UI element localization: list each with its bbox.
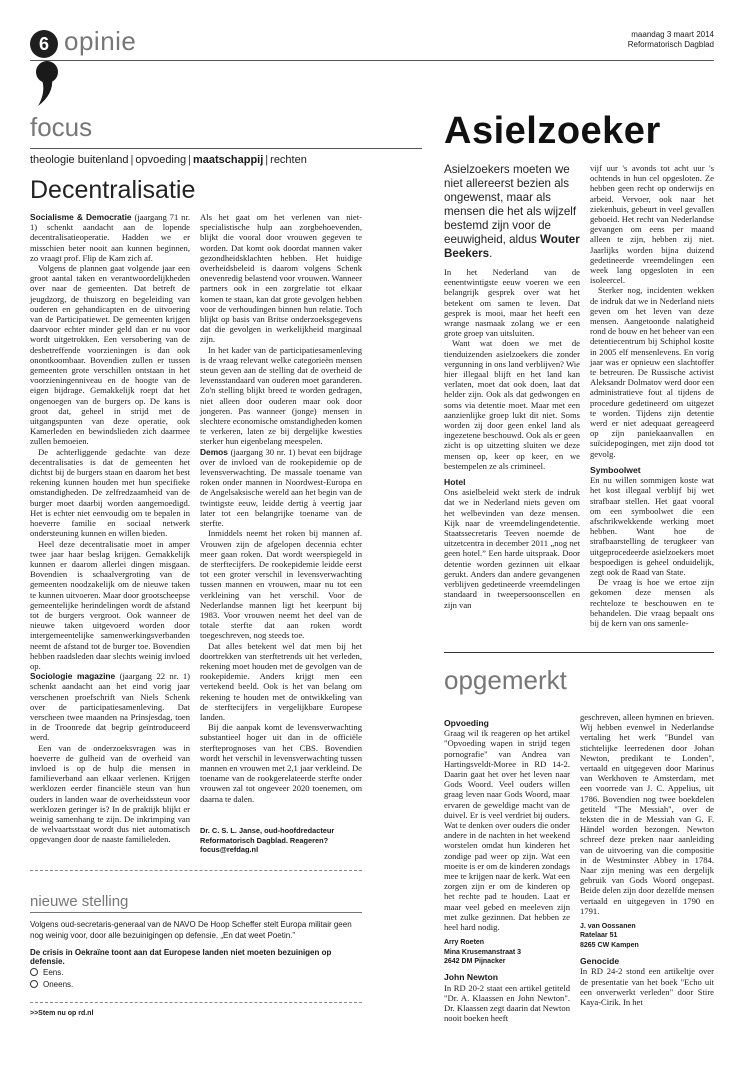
paragraph-text: In RD 24-2 stond een artikeltje over de presentatie van het boek "Echo uit een onverwerkt verleden" door Stire Kaya-Cirik. In het — [580, 966, 714, 1008]
category-separator: | — [130, 154, 134, 166]
option-label: Oneens. — [43, 980, 74, 989]
paragraph — [30, 743, 190, 845]
paragraph — [444, 338, 580, 471]
paragraph — [444, 267, 580, 338]
subheading: Symboolwet — [590, 464, 641, 475]
paragraph — [30, 263, 190, 447]
stelling-title: nieuwe stelling — [30, 893, 129, 910]
right-article-column-1 — [444, 267, 580, 610]
radio-circle-icon[interactable] — [30, 980, 38, 988]
paragraph-text: Sterker nog, incidenten wekken de indruk dat we in Nederland niets geven om het leven van deze mensen. Aangetoonde nalatigheid rond de bouw en het beheer van een detentiecentrum bij Schiphol kostte in 2005 elf mensenlevens. En vorig jaar was er opnieuw een slachtoffer te betreuren. De Russische activist Aleksandr Dolmatov werd door een administratieve fout al tijdens de procedure gedetineerd om uitgezet te worden. Tijdens zijn detentie werd er niet adequaat gereageerd op zijn paniekaanvallen en suïcidepogingen, met zijn dood tot gevolg. — [590, 285, 714, 459]
paragraph — [590, 285, 714, 458]
paragraph — [580, 712, 714, 916]
comma-logo-icon — [32, 60, 62, 108]
category-maatschappij-active: maatschappij — [192, 154, 264, 166]
paper-name: Reformatorisch Dagblad — [627, 40, 714, 49]
opgemerkt-rule — [444, 652, 714, 653]
category-separator: | — [265, 154, 269, 166]
paragraph-text: De achterliggende gedachte van deze decentralisaties is dat de gemeenten het dichtst bij de burgers staan en daarom het best rekening kunnen houden met hun specifieke omstandigheden. De zelfredzaamheid van de burger moet daarbij worden aangemoedigd. Het is echter niet eenvoudig om te bepalen in hoeverre familie en sociaal netwerk ondersteuning kunnen en willen bieden. — [30, 446, 190, 539]
paragraph — [444, 728, 570, 932]
paragraph-text: In RD 20-2 staat een artikel getiteld "Dr. A. Klaassen en John Newton". Dr. Klaassen zegt daarin dat Newton nooit boeken heeft — [444, 982, 570, 1024]
issue-date: maandag 3 maart 2014 — [631, 30, 714, 39]
paragraph-text: (jaargang 30 nr. 1) bevat een bijdrage over de invloed van de rookepidemie op de levensverwachting. De massale toename van roken onder mannen in Noordwest-Europa en de Angelsaksische wereld aan het begin van de twintigste eeuw, leidde dertig à veertig jaar later tot een belangrijke toename van de sterfte. — [200, 446, 362, 529]
category-nav — [30, 154, 307, 166]
paragraph-text: En nu willen sommigen koste wat het kost illegaal verblijf bij wet strafbaar stellen. Het gaat vooral om een symboolwet die een afschrikwekkende werking moet hebben. Want hoe de strafbaarstelling de terugkeer van uitgeprocedeerde asielzoekers moet bespoedigen is geheel onduidelijk, zegt ook de Raad van State. — [590, 475, 714, 577]
subheading: Hotel — [444, 477, 466, 488]
lead-end: . — [489, 247, 493, 260]
paragraph-text: geschreven, alleen hymnen en brieven. Wij hebben evenwel in Nederlandse vertaling het werk "Bundel van stichtelijke leerredenen door Johan Newton, predikant te Londen", vertaald en uitgegeven door Marinus van Werkhoven te Amsterdam, met een voorrede van J. C. Appelius, uit 1786. Bovendien nog twee boekdelen getiteld "The Messiah", over de teksten die in de Messiah van G. F. Händel worden bezongen. Newton schreef deze preken naar aanleiding van de uitvoering van die compositie in de Westminster Abbey in 1784. Naar zijn mening was een dergelijk gebruik van Gods Woord ongepast. Beide delen zijn door dezelfde mensen vertaald en uitgegeven in 1790 en 1791. — [580, 712, 714, 916]
paragraph-text: Ons asielbeleid wekt sterk de indruk dat we in Nederland niets geven om het welbevinden van deze mensen. Kijk naar de vreemdelingendetentie. Staatssecretaris Teeven noemde de uitzetcentra in december 2011 „nog net geen hotel.” Een harde uitspraak. Door detentie worden gezinnen uit elkaar gerukt. Anders dan andere gevangenen verblijven gedetineerde vreemdelingen standaard in tweepersoonscellen en zijn van — [444, 487, 580, 610]
paragraph — [30, 447, 190, 539]
stelling-question: De crisis in Oekraïne toont aan dat Europese landen niet moeten bezuinigen op defensie. — [30, 948, 332, 966]
opgemerkt-column-2 — [580, 712, 714, 1007]
stelling-rule — [30, 912, 362, 913]
address-line: 8265 CW Kampen — [580, 941, 639, 949]
paragraph-text: Dat alles betekent wel dat men bij het doortrekken van sterftetrends uit het verleden, rekening moet houden met de gevolgen van de rookepidemie. Anders krijgt men een vertekend beeld. Ook is het van belang om rekening te houden met de ontwikkeling van de sterftecijfers in vergelijkbare Europese landen. — [200, 640, 362, 722]
right-article-lead — [444, 163, 580, 261]
stelling-bottom-rule — [30, 1002, 362, 1003]
radio-circle-icon[interactable] — [30, 968, 38, 976]
paragraph — [590, 475, 714, 577]
left-article-column-2 — [200, 212, 362, 804]
stelling-intro: Volgens oud-secretaris-generaal van de NAVO De Hoop Scheffer stelt Europa militair geen nog weinig voor, door alle bezuinigingen op defensie. „En dat weet Poetin.” — [30, 920, 352, 940]
paragraph — [30, 539, 190, 672]
paragraph-text: De vraag is hoe we ertoe zijn gekomen deze mensen als rechteloze te beschouwen en te behandelen. Die vraag bepaalt ons bij de kern van ons samenle- — [590, 577, 714, 628]
address-line: Ratelaar 51 — [580, 932, 618, 940]
paragraph — [200, 722, 362, 804]
paragraph-text: In het kader van de participatiesamenleving is de vraag relevant welke categorieën mensen steun geven aan de stelling dat de overheid de levensstandaard van ouderen moet garanderen. Zo'n stelling blijkt breed te worden gedragen, niet alleen door ouderen maar ook door jongeren. Pas wanneer (jonge) mensen in slechtere economische omstandigheden komen te verkeren, laten ze bij dergelijke kwesties sterker hun eigenbelang meespelen. — [200, 344, 362, 447]
right-article-headline: Asielzoeker — [444, 110, 661, 152]
left-article-headline: Decentralisatie — [30, 176, 196, 204]
page-number: 6 — [38, 34, 49, 54]
option-oneens[interactable] — [30, 980, 73, 989]
lead-author: Wouter Beekers — [444, 233, 580, 260]
paragraph — [30, 212, 190, 263]
focus-rule — [30, 148, 422, 149]
publication-name: Demos — [200, 446, 228, 457]
section-title: opinie — [64, 26, 137, 56]
subheading: Opvoeding — [444, 718, 489, 728]
subheading: Genocide — [580, 956, 620, 967]
letter-signature — [580, 922, 714, 950]
left-article-column-1 — [30, 212, 190, 845]
paragraph — [200, 345, 362, 447]
option-eens[interactable] — [30, 968, 63, 977]
subheading: John Newton — [444, 972, 498, 983]
paragraph — [444, 983, 570, 1024]
opgemerkt-title: opgemerkt — [444, 665, 567, 695]
header-rule — [30, 60, 714, 61]
paragraph-text: Want wat doen we met de tienduizenden asielzoekers die zonder vergunning in ons land verblijven? Wie hier illegaal blijft en het land kan verlaten, moet dat ook doen, laat dat helder zijn. Ook als dat gedwongen en soms via detentie moet. Maar met een aanzienlijke groep lukt dit niet. Soms worden zij door geen enkel land als ingezetene beschouwd. Ook als er geen zicht is op uitzetting sluiten we deze mensen op, keer op keer, en we bestempelen ze als crimineel. — [444, 338, 580, 471]
focus-label: focus — [30, 112, 93, 142]
right-article-column-2 — [590, 163, 714, 628]
address-line: 2642 DM Pijnacker — [444, 958, 506, 966]
address-line: Arry Roeten — [444, 939, 485, 947]
lead-text: Asielzoekers moeten we niet allereerst bezien als ongewenst, maar als mensen die het als wijzelf bestemd zijn voor de eeuwigheid, aldus — [444, 163, 577, 246]
category-opvoeding: opvoeding — [135, 154, 187, 166]
category-separator: | — [188, 154, 191, 166]
paragraph-text: In het Nederland van de eenentwintigste eeuw voeren we een belangrijk gesprek over wat het betekent om samen te leven. Dat gesprek is mooi, maar het heeft een wrange nasmaak zolang we er een grote groep van uitsluiten. — [444, 267, 580, 339]
paragraph-text: Bij die aanpak komt de levensverwachting substantieel hoger uit dan in de officiële sterfteprognoses van het CBS. Bovendien wordt het verschil in levensverwachting tussen mannen en vrouwen met 2,1 jaar verkleind. De toename van de rookgerelateerde sterfte onder vrouwen zal tot ongeveer 2020 toenemen, om daarna te dalen. — [200, 722, 362, 804]
paragraph — [30, 671, 190, 742]
paragraph — [200, 212, 362, 345]
category-theologie: theologie buitenland — [30, 154, 129, 166]
stelling-top-rule — [30, 870, 362, 871]
option-label: Eens. — [43, 968, 64, 977]
paragraph — [590, 577, 714, 628]
publication-name: Sociologie magazine — [30, 671, 116, 682]
paragraph-text: Graag wil ik reageren op het artikel "Opvoeding wapen in strijd tegen pornografie" van Andrea van Hartingsveldt-Moree in RD 14-2. Daarin gaat het over het leven naar Gods Woord. Veel ouders willen graag leven naar Gods Woord, maar ervaren de geweldige macht van de duivel. Er is veel verdriet bij ouders. Wat te denken over ouders die onder andere in de nachten in het weekend worstelen omdat hun kinderen het zondige pad weer op zijn. Wat een moeite is er om de kinderen zondags mee te krijgen naar de kerk. Wat een zorgen zijn er om de kinderen op het rechte pad te houden. Laat er maar veel gebed en meeleven zijn met zulke gezinnen. Dat hebben ze heel hard nodig. — [444, 728, 571, 933]
letter-signature — [444, 938, 570, 966]
address-line: J. van Oossanen — [580, 923, 636, 931]
paragraph — [444, 487, 580, 609]
paragraph — [200, 528, 362, 640]
paragraph — [580, 966, 714, 1007]
paragraph — [200, 641, 362, 723]
publication-name: Socialisme & Democratie — [30, 212, 132, 222]
author-signature: Dr. C. S. L. Janse, oud-hoofdredacteur Reformatorisch Dagblad. Reageren? focus@refdag.nl — [200, 826, 335, 854]
paragraph-text: (jaargang 22 nr. 1) schenkt aandacht aan het eind vorig jaar verschenen proefschrift van Niels Schenk over de participatiesamenleving. Dat verscheen twee maanden na Prinsjesdag, toen in de Troonrede dat begrip geïntroduceerd werd. — [30, 671, 191, 743]
page-number-badge — [30, 30, 58, 58]
paragraph-text: Volgens de plannen gaat volgende jaar een groot aantal taken en verantwoordelijkheden over naar de gemeenten. Dat betreft de jeugdzorg, de thuiszorg en begeleiding van ouderen en gehandicapten en de uitvoering van de Participatiewet. De gemeenten krijgen daarvoor echter minder geld dan er nu voor wordt uitgetrokken. Een versobering van de desbetreffende voorzieningen is dan ook onontkoombaar. Bovendien zullen er tussen gemeenten grote verschillen ontstaan in het voorzieningenniveau en de hoogte van de eigen bijdrage. Gemakkelijk roept dat het ongenoegen van de burgers op. De kans is groot dat, geheel in strijd met de uitgangspunten van deze operatie, ook Kamerleden en bewindslieden zich daarmee zullen bemoeien. — [30, 263, 190, 447]
opgemerkt-column-1 — [444, 712, 570, 1024]
paragraph-text: Heel deze decentralisatie moet in amper twee jaar haar beslag krijgen. Gemakkelijk kunnen er daarom allerlei dingen misgaan. Bovendien is schaalvergroting van de gemeenten noodzakelijk om de nieuwe taken te kunnen uitvoeren. Maar door grootscheepse gemeentelijke herindelingen wordt de afstand tot de burgers vergroot. Ook wanneer de nieuwe taken uitgevoerd worden door intergemeentelijke samenwerkingsverbanden neemt de afstand tot de burger toe. Bovendien hebben raadsleden daar slechts weinig invloed op. — [30, 538, 190, 671]
paragraph-text: Als het gaat om het verlenen van niet-specialistische hulp aan zorgbehoevenden, blijkt die vooral door vrouwen gegeven te worden. Dat komt ook doordat mannen vaker gezondheidsklachten hebben. Het huidige overheidsbeleid is daarom volgens Schenk onevenredig belastend voor vrouwen. Wanneer partners ook in een zorgrelatie tot elkaar komen te staan, kan dat grote gevolgen hebben voor de verhoudingen binnen hun relatie. Toch blijkt op basis van Britse onderzoeksgegevens dat die gevolgen in werkelijkheid marginaal zijn. — [200, 212, 362, 345]
paragraph — [590, 163, 714, 285]
vote-link[interactable]: >>Stem nu op rd.nl — [30, 1010, 94, 1017]
date-block — [628, 30, 714, 50]
paragraph-text: vijf uur 's avonds tot acht uur 's ochtends in hun cel opgesloten. Ze hebben geen recht op onderwijs en arbeid. Vervoer, ook naar het ziekenhuis, gebeurt in veel gevallen geboeid. Het recht van Nederlandse gevangen om eens per maand alleen te zijn, hebben zij niet. Jaarlijks worden bijna duizend gedetineerde vreemdelingen een week lang opgesloten in een isoleercel. — [590, 163, 714, 286]
category-rechten: rechten — [270, 154, 307, 166]
paragraph-text: Een van de onderzoeksvragen was in hoeverre de gulheid van de overheid van invloed is op de hulp die mensen in familieverband aan elkaar verlenen. Krijgen werklozen eerder financiële steun van hun ouders in landen waar de overheidssteun voor werklozen geringer is? In de praktijk blijkt er weinig samenhang te zijn. De inkrimping van de welvaartsstaat wordt dus niet automatisch opgevangen door de naaste familieleden. — [30, 742, 190, 845]
paragraph — [200, 447, 362, 529]
paragraph-text: Inmiddels neemt het roken bij mannen af. Vrouwen zijn de afgelopen decennia echter meer gaan roken. Dat wordt weerspiegeld in de sterftecijfers. De rookepidemie leidde eerst tot een groter verschil in levensverwachting tussen mannen en vrouwen, maar nu tot een verkleining van het verschil. Voor de Nederlandse mannen ligt het keerpunt bij 1983. Voor vrouwen neemt het deel van de totale sterfte dat aan roken wordt toegeschreven, nog steeds toe. — [200, 528, 362, 641]
address-line: Mina Krusemanstraat 3 — [444, 948, 522, 956]
paragraph-text: (jaargang 71 nr. 1) schenkt aandacht aan de lopende decentralisatieoperatie. Hadden we er misschien beter nooit aan kunnen beginnen, zo vraagt prof. Flip de Kam zich af. — [30, 212, 190, 263]
